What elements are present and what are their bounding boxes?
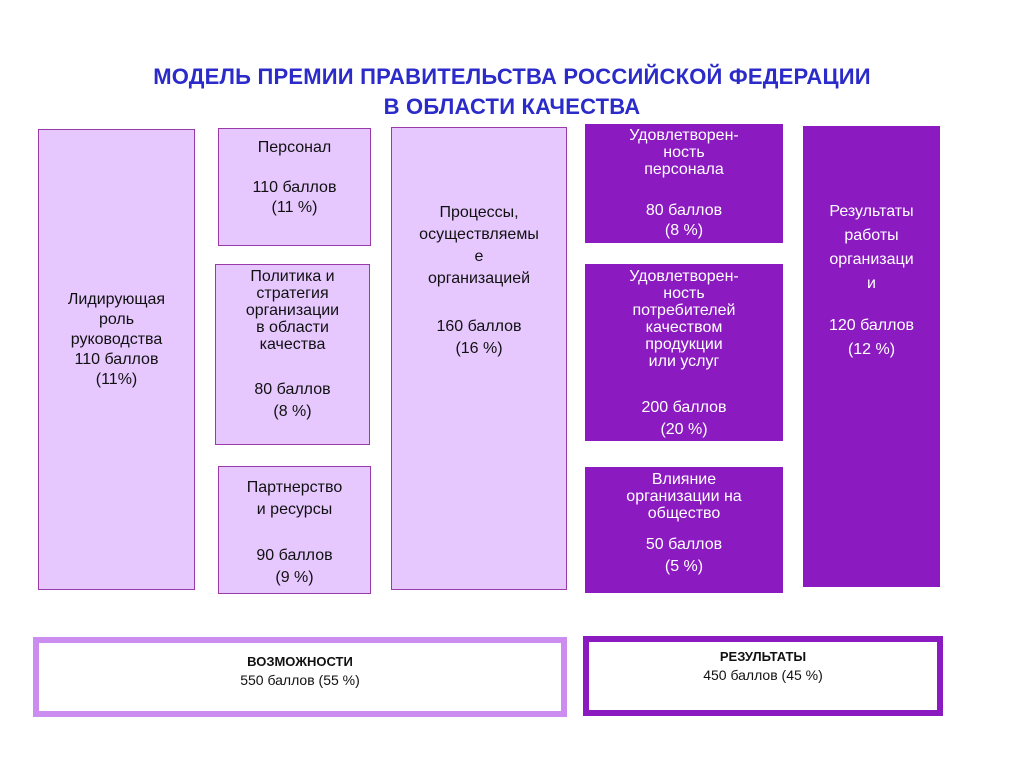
- processes-line: организацией: [427, 270, 531, 287]
- society-impact-box: [585, 467, 783, 593]
- possibilities-value: 550 баллов (55 %): [240, 672, 360, 688]
- partnership-line: и ресурсы: [256, 501, 333, 518]
- partnership-line: Партнерство: [246, 479, 343, 496]
- staff-satisfaction-percent: (8 %): [664, 222, 704, 239]
- leadership-line: роль: [98, 310, 135, 328]
- processes-percent: (16 %): [455, 340, 503, 357]
- customer-satisfaction-percent: (20 %): [660, 421, 708, 438]
- leadership-line: Лидирующая: [67, 290, 166, 308]
- org-results-line: и: [867, 275, 876, 292]
- policy-percent: (8 %): [273, 403, 312, 420]
- policy-line: Политика и: [250, 268, 335, 285]
- policy-line: стратегия: [256, 285, 329, 302]
- org-results-percent: (12 %): [847, 341, 896, 358]
- personnel-name: Персонал: [257, 139, 332, 156]
- customer-satisfaction-box: [585, 264, 783, 441]
- society-impact-line: организации на: [626, 488, 742, 505]
- society-impact-line: общество: [647, 505, 721, 522]
- leadership-box: [38, 129, 195, 590]
- org-results-box: [803, 126, 940, 587]
- policy-box: [215, 264, 370, 445]
- leadership-line: (11%): [95, 370, 138, 388]
- processes-box: [391, 127, 567, 590]
- org-results-line: Результаты: [829, 203, 914, 220]
- staff-satisfaction-box: [585, 124, 783, 243]
- society-impact-line: Влияние: [651, 471, 717, 488]
- society-impact-points: 50 баллов: [645, 536, 723, 553]
- partnership-box: [218, 466, 371, 594]
- processes-line: Процессы,: [439, 204, 519, 221]
- personnel-box: [218, 128, 371, 246]
- org-results-line: организаци: [829, 251, 914, 268]
- partnership-points: 90 баллов: [256, 547, 333, 564]
- partnership-percent: (9 %): [275, 569, 314, 586]
- results-summary: [583, 636, 943, 716]
- society-impact-percent: (5 %): [664, 558, 704, 575]
- staff-satisfaction-points: 80 баллов: [645, 202, 723, 219]
- customer-satisfaction-line: продукции: [645, 336, 723, 353]
- processes-line: е: [474, 248, 484, 265]
- processes-line: осуществляемы: [419, 226, 539, 243]
- staff-satisfaction-line: персонала: [644, 161, 724, 178]
- possibilities-label: ВОЗМОЖНОСТИ: [247, 654, 353, 669]
- page-title: [40, 62, 984, 122]
- customer-satisfaction-line: качеством: [645, 319, 723, 336]
- customer-satisfaction-line: Удовлетворен-: [629, 268, 739, 285]
- customer-satisfaction-line: потребителей: [632, 302, 736, 319]
- org-results-line: работы: [844, 227, 899, 244]
- policy-points: 80 баллов: [254, 381, 331, 398]
- org-results-points: 120 баллов: [828, 317, 915, 334]
- customer-satisfaction-line: ность: [663, 285, 705, 302]
- customer-satisfaction-points: 200 баллов: [641, 399, 727, 416]
- staff-satisfaction-line: Удовлетворен-: [629, 127, 739, 144]
- results-label: РЕЗУЛЬТАТЫ: [719, 649, 807, 664]
- policy-line: организации: [245, 302, 340, 319]
- staff-satisfaction-line: ность: [663, 144, 705, 161]
- personnel-points: 110 баллов: [252, 179, 337, 196]
- leadership-line: 110 баллов: [74, 350, 159, 368]
- processes-points: 160 баллов: [436, 318, 522, 335]
- personnel-percent: (11 %): [271, 199, 318, 216]
- policy-line: в области: [256, 319, 329, 336]
- customer-satisfaction-line: или услуг: [648, 353, 720, 370]
- policy-line: качества: [259, 336, 326, 353]
- possibilities-summary: [33, 637, 567, 717]
- title-line-1: МОДЕЛЬ ПРЕМИИ ПРАВИТЕЛЬСТВА РОССИЙСКОЙ ФЕДЕРАЦИИ: [153, 64, 871, 89]
- title-line-2: В ОБЛАСТИ КАЧЕСТВА: [383, 94, 641, 119]
- results-value: 450 баллов (45 %): [703, 667, 823, 683]
- leadership-line: руководства: [70, 330, 163, 348]
